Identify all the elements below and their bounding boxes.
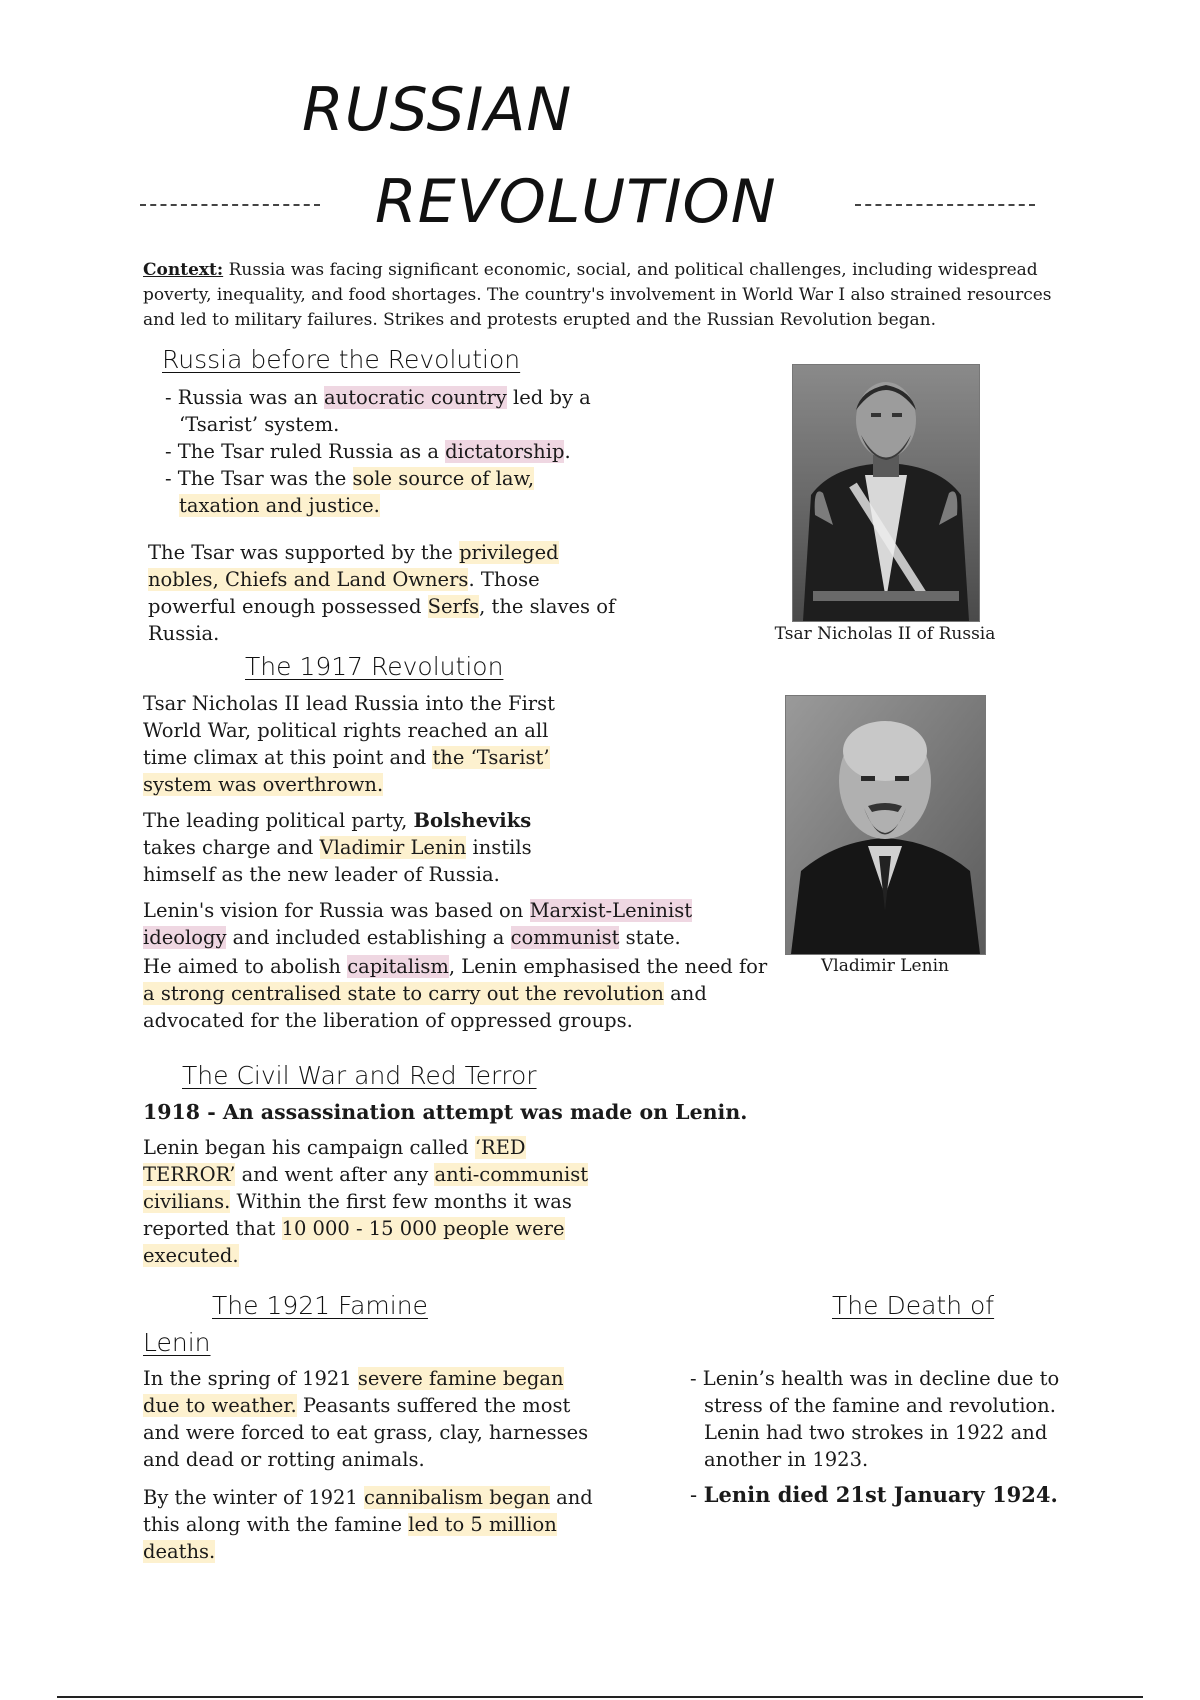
rev1917-p3: Lenin's vision for Russia was based on Marxist-Leninist ideology and included establishing a communist state.	[143, 899, 693, 949]
context-label: Context:	[143, 260, 224, 280]
footer-rule	[57, 1696, 1143, 1698]
famine-p1: In the spring of 1921 severe famine began due to weather. Peasants suffered the most and were forced to eat grass, clay, harnesses and dead or rotting animals.	[143, 1367, 589, 1471]
heading-death-of-lenin-cont: Lenin	[143, 1328, 211, 1357]
heading-1917-revolution: The 1917 Revolution	[245, 652, 504, 681]
famine-p2: By the winter of 1921 cannibalism began and this along with the famine led to 5 million deaths.	[143, 1486, 593, 1563]
heading-death-of-lenin: The Death of	[832, 1291, 995, 1320]
death-list-block	[690, 1365, 1070, 1509]
death-bullet-1: - Lenin’s health was in decline due to stress of the famine and revolution. Lenin had two strokes in 1922 and another in 1923.	[690, 1367, 1060, 1471]
rev1917-p2: The leading political party, Bolsheviks takes charge and Vladimir Lenin instils himself as the new leader of Russia.	[143, 809, 532, 886]
title-line-1: RUSSIAN	[302, 75, 573, 145]
death-bullet-2: - Lenin died 21st January 1924.	[690, 1482, 1058, 1507]
heading-before-revolution: Russia before the Revolution	[162, 345, 521, 374]
lenin-caption: Vladimir Lenin	[821, 956, 949, 976]
heading-civil-war: The Civil War and Red Terror	[182, 1061, 537, 1090]
context-text: Russia was facing significant economic, social, and political challenges, including widespread poverty, inequality, and food shortages. The country's involvement in World War I also strained resources and led to military failures. Strikes and protests erupted and the Russian Revolution began.	[143, 260, 1052, 330]
lenin-portrait-image	[786, 696, 985, 954]
before-bullet-3: - The Tsar was the sole source of law, taxation and justice.	[165, 467, 535, 517]
before-bullet-2: - The Tsar ruled Russia as a dictatorship.	[165, 440, 571, 463]
rev1917-p1: Tsar Nicholas II lead Russia into the First World War, political rights reached an all time climax at this point and the ‘Tsarist’ system was overthrown.	[143, 692, 555, 796]
lenin-photo	[785, 695, 986, 955]
rev1917-p4: He aimed to abolish capitalism, Lenin emphasised the need for a strong centralised state to carry out the revolution and advocated for the liberation of oppressed groups.	[143, 955, 768, 1032]
before-list-block	[165, 384, 615, 519]
death-bullet-list	[690, 1365, 1070, 1509]
tsar-portrait-image	[793, 365, 979, 621]
title-divider-left	[140, 204, 320, 206]
before-paragraph: The Tsar was supported by the privileged nobles, Chiefs and Land Owners. Those powerful enough possessed Serfs, the slaves of Russia.	[148, 541, 616, 645]
before-bullet-1: - Russia was an autocratic country led by a ‘Tsarist’ system.	[165, 386, 591, 436]
title-line-2: REVOLUTION	[375, 167, 777, 237]
tsar-caption: Tsar Nicholas II of Russia	[774, 624, 996, 644]
title-divider-right	[855, 204, 1035, 206]
context-paragraph	[143, 258, 1063, 333]
civilwar-lead: 1918 - An assassination attempt was made on Lenin.	[143, 1100, 748, 1124]
heading-famine: The 1921 Famine	[212, 1291, 428, 1320]
before-bullet-list	[165, 384, 615, 519]
tsar-nicholas-photo	[792, 364, 980, 622]
civilwar-paragraph: Lenin began his campaign called ‘RED TERROR’ and went after any anti-communist civilians. Within the first few months it was reported that 10 000 - 15 000 people were executed.	[143, 1136, 589, 1267]
